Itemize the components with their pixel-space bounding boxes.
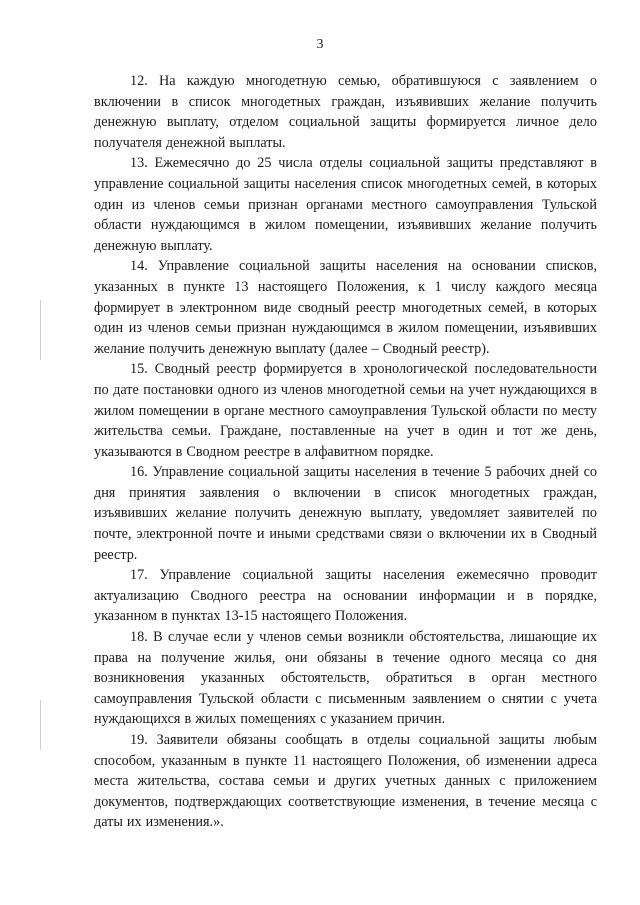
paragraph-15: 15. Сводный реестр формируется в хронологической последовательности по дате постановки одного из членов многодетной семьи на учет нуждающихся в жилом помещении в органе местного самоуправления Тульской области по месту жительства семьи. Граждане, поставленные на учет в один и тот же день, указываются в Сводном реестре в алфавитном порядке. — [94, 361, 597, 460]
paragraph-18: 18. В случае если у членов семьи возникли обстоятельства, лишающие их права на получение жилья, они обязаны в течение одного месяца со дня возникновения указанных обстоятельств, обратиться в орган местного самоуправления Тульской области с письменным заявлением о снятии с учета нуждающихся в жилых помещениях с указанием причин. — [94, 629, 597, 728]
paragraph-13: 13. Ежемесячно до 25 числа отделы социальной защиты представляют в управление социальной защиты населения список многодетных семей, в которых один из членов семьи признан органами местного самоуправления Тульской области нуждающимся в жилом помещении, изъявивших желание получить денежную выплату. — [94, 155, 597, 254]
scan-margin-line — [40, 300, 41, 360]
paragraph-19: 19. Заявители обязаны сообщать в отделы социальной защиты любым способом, указанным в пункте 11 настоящего Положения, об изменении адреса места жительства, состава семьи и других учетных данных с приложением документов, подтверждающих соответствующие изменения, в течение месяца с даты их изменения.». — [94, 732, 597, 831]
paragraph-17: 17. Управление социальной защиты населения ежемесячно проводит актуализацию Сводного реестра на основании информации и в порядке, указанном в пунктах 13-15 настоящего Положения. — [94, 567, 597, 625]
scan-margin-line — [40, 700, 41, 750]
paragraph-12: 12. На каждую многодетную семью, обратившуюся с заявлением о включении в список многодетных граждан, изъявивших желание получить денежную выплату, отделом социальной защиты формируется личное дело получателя денежной выплаты. — [94, 73, 597, 151]
document-body — [94, 71, 597, 833]
paragraph-16: 16. Управление социальной защиты населения в течение 5 рабочих дней со дня принятия заявления о включении в список многодетных граждан, изъявивших желание получить денежную выплату, уведомляет заявителей по почте, электронной почте и иными средствами связи о включении их в Сводный реестр. — [94, 464, 597, 563]
paragraph-14: 14. Управление социальной защиты населения на основании списков, указанных в пункте 13 настоящего Положения, к 1 числу каждого месяца формирует в электронном виде сводный реестр многодетных семей, в которых один из членов семьи признан нуждающимся в жилом помещении, изъявивших желание получить денежную выплату (далее – Сводный реестр). — [94, 258, 597, 357]
page-number: 3 — [316, 37, 324, 52]
